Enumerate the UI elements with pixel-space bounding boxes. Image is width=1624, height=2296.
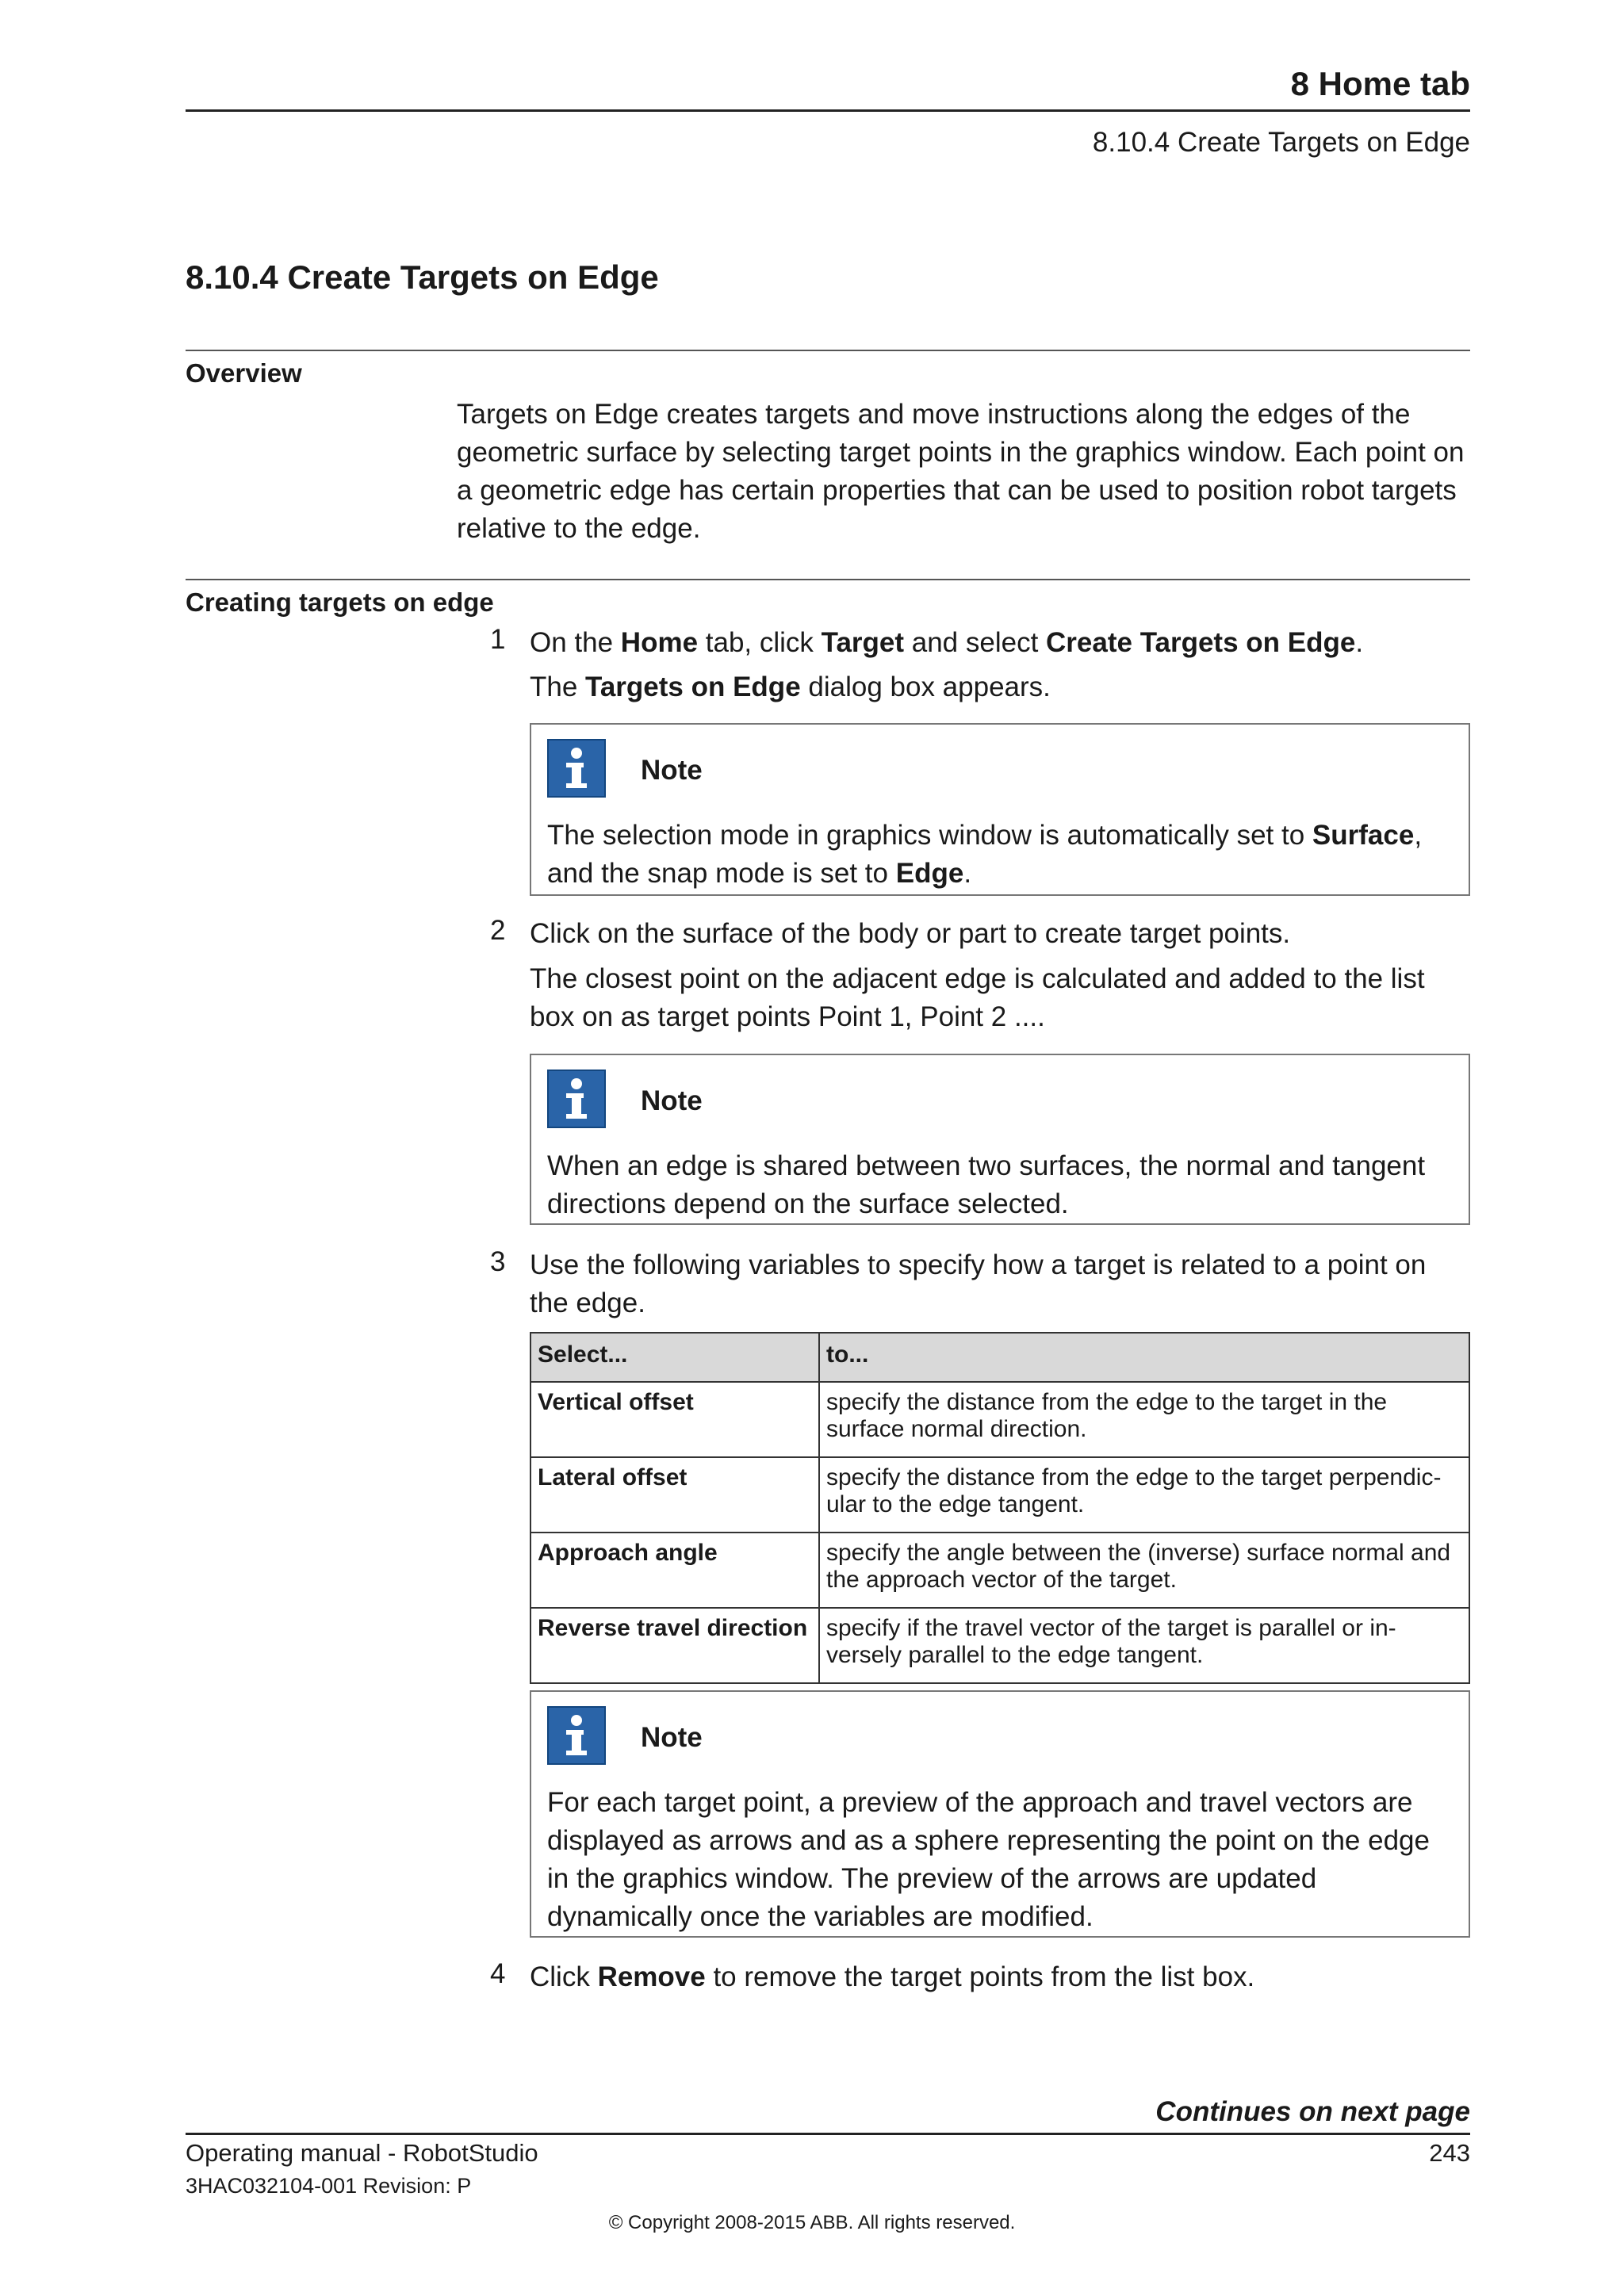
- doc-id: 3HAC032104-001 Revision: P: [186, 2174, 472, 2198]
- step-number: 2: [490, 915, 506, 946]
- table-cell-value: specify the distance from the edge to the target perpendic- ular to the edge tangent.: [819, 1457, 1469, 1533]
- step-1-subtext: The Targets on Edge dialog box appears.: [530, 672, 1051, 702]
- step-number: 1: [490, 624, 506, 655]
- footer-rule: [186, 2133, 1470, 2135]
- variables-table: [530, 1332, 1470, 1684]
- overview-text: Targets on Edge creates targets and move instructions along the edges of the geometric surface by selecting target points in the graphics window. Each point on a geometric edge has certain properties that can be used to position robot targets relative to the edge.: [457, 399, 1465, 544]
- overview-rule: [186, 350, 1470, 351]
- table-row: [530, 1382, 1469, 1457]
- info-icon: [547, 739, 606, 798]
- note-label: Note: [641, 755, 703, 786]
- note-box: [530, 1054, 1470, 1225]
- note-box: [530, 723, 1470, 896]
- copyright: © Copyright 2008-2015 ABB. All rights reserved.: [608, 2212, 1016, 2233]
- table-cell-key: Lateral offset: [530, 1457, 819, 1533]
- step-1-text: On the Home tab, click Target and select Create Targets on Edge.: [530, 627, 1364, 658]
- table-cell-key: Reverse travel direction: [530, 1608, 819, 1683]
- header-rule: [186, 109, 1470, 112]
- continues-label: Continues on next page: [1155, 2096, 1470, 2127]
- overview-heading: Overview: [186, 358, 302, 388]
- table-row: [530, 1533, 1469, 1608]
- table-cell-value: specify the angle between the (inverse) surface normal and the approach vector of the target.: [819, 1533, 1469, 1608]
- page-title: 8.10.4 Create Targets on Edge: [186, 258, 659, 296]
- table-row: [530, 1457, 1469, 1533]
- note-text: For each target point, a preview of the approach and travel vectors are displayed as arrows and as a sphere representing the point on the edge in the graphics window. The preview of the arrows are updated dynamically once the variables are modified.: [547, 1787, 1430, 1932]
- table-header-cell: to...: [819, 1333, 1469, 1382]
- table-cell-value: specify if the travel vector of the target is parallel or in- versely parallel to the edge tangent.: [819, 1608, 1469, 1683]
- step-2-subtext: The closest point on the adjacent edge is calculated and added to the list box on as target points Point 1, Point 2 ....: [530, 963, 1425, 1032]
- chapter-header: 8 Home tab: [1290, 65, 1470, 102]
- table-header-row: [530, 1333, 1469, 1382]
- table-row: [530, 1608, 1469, 1683]
- creating-heading: Creating targets on edge: [186, 587, 494, 617]
- step-number: 4: [490, 1958, 506, 1989]
- manual-title: Operating manual - RobotStudio: [186, 2139, 538, 2167]
- step-3-text: Use the following variables to specify how a target is related to a point on the edge.: [530, 1249, 1427, 1318]
- info-icon: [547, 1070, 606, 1128]
- note-box: [530, 1690, 1470, 1938]
- table-header-cell: Select...: [530, 1333, 819, 1382]
- note-label: Note: [641, 1085, 703, 1116]
- note-label: Note: [641, 1722, 703, 1753]
- step-number: 3: [490, 1246, 506, 1277]
- table-cell-value: specify the distance from the edge to the target in the surface normal direction.: [819, 1382, 1469, 1457]
- page-number: 243: [1429, 2139, 1470, 2167]
- note-text: When an edge is shared between two surfaces, the normal and tangent directions depend on the surface selected.: [547, 1150, 1426, 1219]
- info-icon: [547, 1706, 606, 1765]
- step-4-text: Click Remove to remove the target points from the list box.: [530, 1961, 1255, 1992]
- section-header: 8.10.4 Create Targets on Edge: [1092, 127, 1470, 158]
- creating-rule: [186, 579, 1470, 580]
- step-2-text: Click on the surface of the body or part to create target points.: [530, 918, 1291, 949]
- table-cell-key: Approach angle: [530, 1533, 819, 1608]
- table-cell-key: Vertical offset: [530, 1382, 819, 1457]
- note-text: The selection mode in graphics window is automatically set to Surface, and the snap mode is set to Edge.: [547, 820, 1423, 889]
